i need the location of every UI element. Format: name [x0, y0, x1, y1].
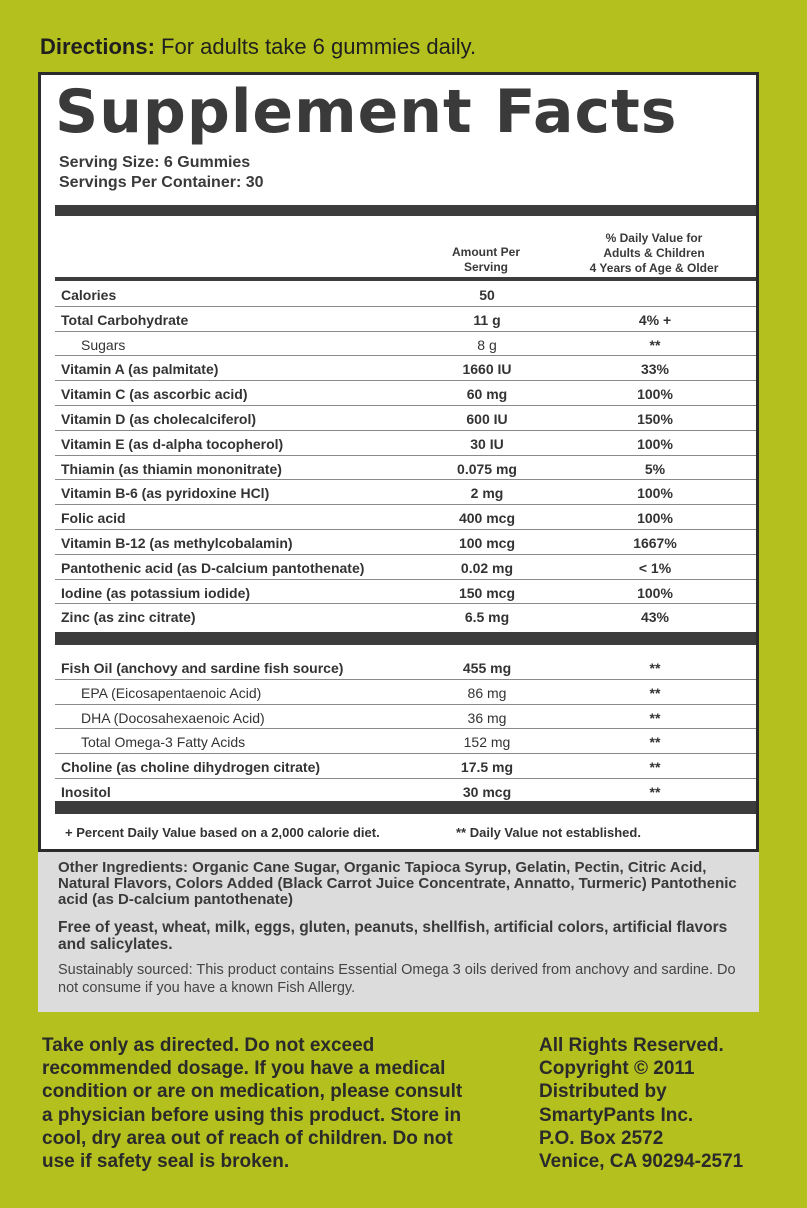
table-row	[55, 754, 756, 779]
warning-line: cool, dry area out of reach of children. Do not	[42, 1127, 453, 1149]
amount-header-line: Amount Per	[451, 245, 520, 259]
nutrient-amount: 11 g	[473, 311, 501, 328]
serving-info	[59, 153, 264, 193]
table-row	[55, 307, 756, 332]
nutrient-name: Sugars	[81, 336, 126, 353]
nutrient-daily-value: 33%	[640, 361, 670, 378]
nutrient-name: Calories	[61, 287, 117, 303]
free-of-statement: Free of yeast, wheat, milk, eggs, gluten, peanuts, shellfish, artificial colors, artificial flavors and salicylates.	[58, 919, 728, 953]
nutrient-amount: 150 mcg	[458, 584, 516, 601]
dv-header-line: % Daily Value for	[605, 231, 703, 245]
bottom-divider	[55, 801, 756, 814]
nutrient-daily-value: **	[649, 684, 661, 701]
directions	[40, 34, 476, 60]
company-line: SmartyPants Inc.	[539, 1104, 694, 1126]
nutrient-name: Total Carbohydrate	[61, 311, 189, 328]
table-row	[55, 431, 756, 456]
nutrient-daily-value: 100%	[637, 435, 673, 452]
table-row	[55, 530, 756, 555]
warning-line: a physician before using this product. Store in	[42, 1104, 462, 1126]
nutrient-amount: 1660 IU	[462, 361, 512, 378]
nutrient-name: Vitamin C (as ascorbic acid)	[61, 386, 248, 403]
nutrient-name: Pantothenic acid (as D-calcium pantothenate)	[61, 559, 365, 576]
nutrient-name: Vitamin A (as palmitate)	[61, 361, 219, 378]
nutrient-name: Vitamin E (as d-alpha tocopherol)	[61, 435, 284, 452]
nutrient-table-other	[55, 655, 756, 804]
table-row	[55, 729, 756, 754]
nutrient-daily-value: < 1%	[638, 559, 672, 576]
nutrient-name: Vitamin D (as cholecalciferol)	[61, 410, 257, 427]
nutrient-daily-value: **	[649, 759, 661, 776]
nutrient-name: Fish Oil (anchovy and sardine fish source)	[61, 660, 344, 676]
nutrient-daily-value: 100%	[637, 485, 673, 502]
nutrient-daily-value: 5%	[644, 460, 666, 477]
company-line: Copyright © 2011	[539, 1058, 695, 1080]
amount-header-line: Serving	[463, 260, 508, 274]
table-row	[55, 705, 756, 730]
nutrient-daily-value: **	[649, 709, 661, 726]
nutrient-amount: 455 mg	[462, 660, 512, 676]
footnote-percent: + Percent Daily Value based on a 2,000 calorie diet.	[65, 825, 380, 840]
warning-line: Take only as directed. Do not exceed	[42, 1035, 375, 1056]
table-row	[55, 580, 756, 605]
nutrient-name: Thiamin (as thiamin mononitrate)	[61, 460, 282, 477]
nutrient-daily-value: 1667%	[633, 534, 677, 551]
nutrient-amount: 30 IU	[470, 435, 504, 452]
nutrient-daily-value: 4% +	[638, 311, 672, 328]
warning-line: condition or are on medication, please consult	[42, 1081, 463, 1103]
nutrient-amount: 50	[479, 287, 495, 303]
nutrient-daily-value: 43%	[640, 609, 670, 626]
table-row	[55, 282, 756, 307]
table-row	[55, 332, 756, 357]
table-row	[55, 406, 756, 431]
nutrient-name: Choline (as choline dihydrogen citrate)	[61, 759, 321, 776]
section-divider	[55, 632, 756, 645]
nutrient-daily-value: **	[649, 336, 661, 353]
nutrient-daily-value: 100%	[637, 584, 673, 601]
table-row	[55, 604, 756, 629]
other-ingredients: Other Ingredients: Organic Cane Sugar, Organic Tapioca Syrup, Gelatin, Pectin, Citric Acid, Natural Flavors, Colors Added (Black Carrot Juice Concentrate, Annatto, Turmeric) Pantothenic acid (as D-calcium pantothenate)	[58, 859, 737, 908]
company-line: P.O. Box 2572	[539, 1127, 664, 1149]
directions-label: Directions:	[40, 34, 155, 59]
company-line: Venice, CA 90294-2571	[539, 1151, 744, 1173]
nutrient-name: DHA (Docosahexaenoic Acid)	[81, 709, 265, 726]
nutrient-amount: 86 mg	[467, 684, 507, 701]
daily-value-header	[569, 231, 739, 276]
nutrient-table-main	[55, 282, 756, 629]
company-line: Distributed by	[539, 1081, 667, 1103]
warning-line: recommended dosage. If you have a medical	[42, 1058, 446, 1080]
nutrient-amount: 2 mg	[470, 485, 504, 502]
nutrient-name: Iodine (as potassium iodide)	[61, 584, 251, 601]
nutrient-daily-value: **	[649, 783, 661, 800]
warning-line: use if safety seal is broken.	[42, 1151, 290, 1173]
serving-size: Serving Size: 6 Gummies	[59, 154, 251, 171]
table-row	[55, 456, 756, 481]
company-line: All Rights Reserved.	[539, 1035, 724, 1056]
company-info	[539, 1034, 799, 1173]
footnote-dv: ** Daily Value not established.	[456, 825, 641, 840]
warning-text	[42, 1034, 522, 1173]
nutrient-amount: 0.075 mg	[457, 460, 517, 477]
dv-header-line: 4 Years of Age & Older	[589, 261, 719, 275]
nutrient-amount: 36 mg	[467, 709, 507, 726]
table-row	[55, 505, 756, 530]
nutrient-amount: 60 mg	[466, 386, 508, 403]
nutrient-amount: 152 mg	[463, 734, 511, 751]
nutrient-amount: 0.02 mg	[460, 559, 514, 576]
directions-text: For adults take 6 gummies daily.	[161, 34, 477, 59]
nutrient-amount: 100 mcg	[458, 534, 516, 551]
table-row	[55, 555, 756, 580]
nutrient-daily-value: 100%	[637, 386, 673, 403]
table-row	[55, 680, 756, 705]
nutrient-amount: 600 IU	[466, 410, 508, 427]
amount-header	[431, 245, 541, 275]
nutrient-daily-value: **	[649, 660, 661, 676]
dv-header-line: Adults & Children	[603, 246, 705, 260]
nutrient-amount: 400 mcg	[458, 510, 516, 527]
table-row	[55, 480, 756, 505]
nutrient-name: Folic acid	[61, 510, 126, 527]
nutrient-daily-value: **	[649, 734, 661, 751]
ingredients-box	[38, 852, 759, 1012]
sustainability-statement: Sustainably sourced: This product contains Essential Omega 3 oils derived from anchovy and sardine. Do not consume if you have a known Fish Allergy.	[58, 962, 736, 996]
thick-divider	[55, 205, 756, 216]
nutrient-name: Inositol	[61, 783, 111, 800]
nutrient-name: EPA (Eicosapentaenoic Acid)	[81, 684, 262, 701]
nutrient-amount: 8 g	[477, 336, 497, 353]
header-divider	[55, 277, 756, 281]
table-row	[55, 356, 756, 381]
table-row	[55, 655, 756, 680]
nutrient-daily-value: 100%	[637, 510, 673, 527]
nutrient-name: Zinc (as zinc citrate)	[61, 609, 196, 626]
nutrient-amount: 30 mcg	[462, 783, 512, 800]
supplement-facts-panel	[38, 72, 759, 852]
servings-per-container: Servings Per Container: 30	[59, 174, 264, 191]
nutrient-name: Vitamin B-6 (as pyridoxine HCl)	[61, 485, 270, 502]
nutrient-name: Total Omega-3 Fatty Acids	[81, 734, 246, 751]
panel-title: Supplement Facts	[55, 77, 678, 147]
nutrient-amount: 17.5 mg	[460, 759, 514, 776]
nutrient-daily-value: 150%	[637, 410, 673, 427]
nutrient-name: Vitamin B-12 (as methylcobalamin)	[61, 534, 293, 551]
table-row	[55, 381, 756, 406]
nutrient-amount: 6.5 mg	[464, 609, 510, 626]
